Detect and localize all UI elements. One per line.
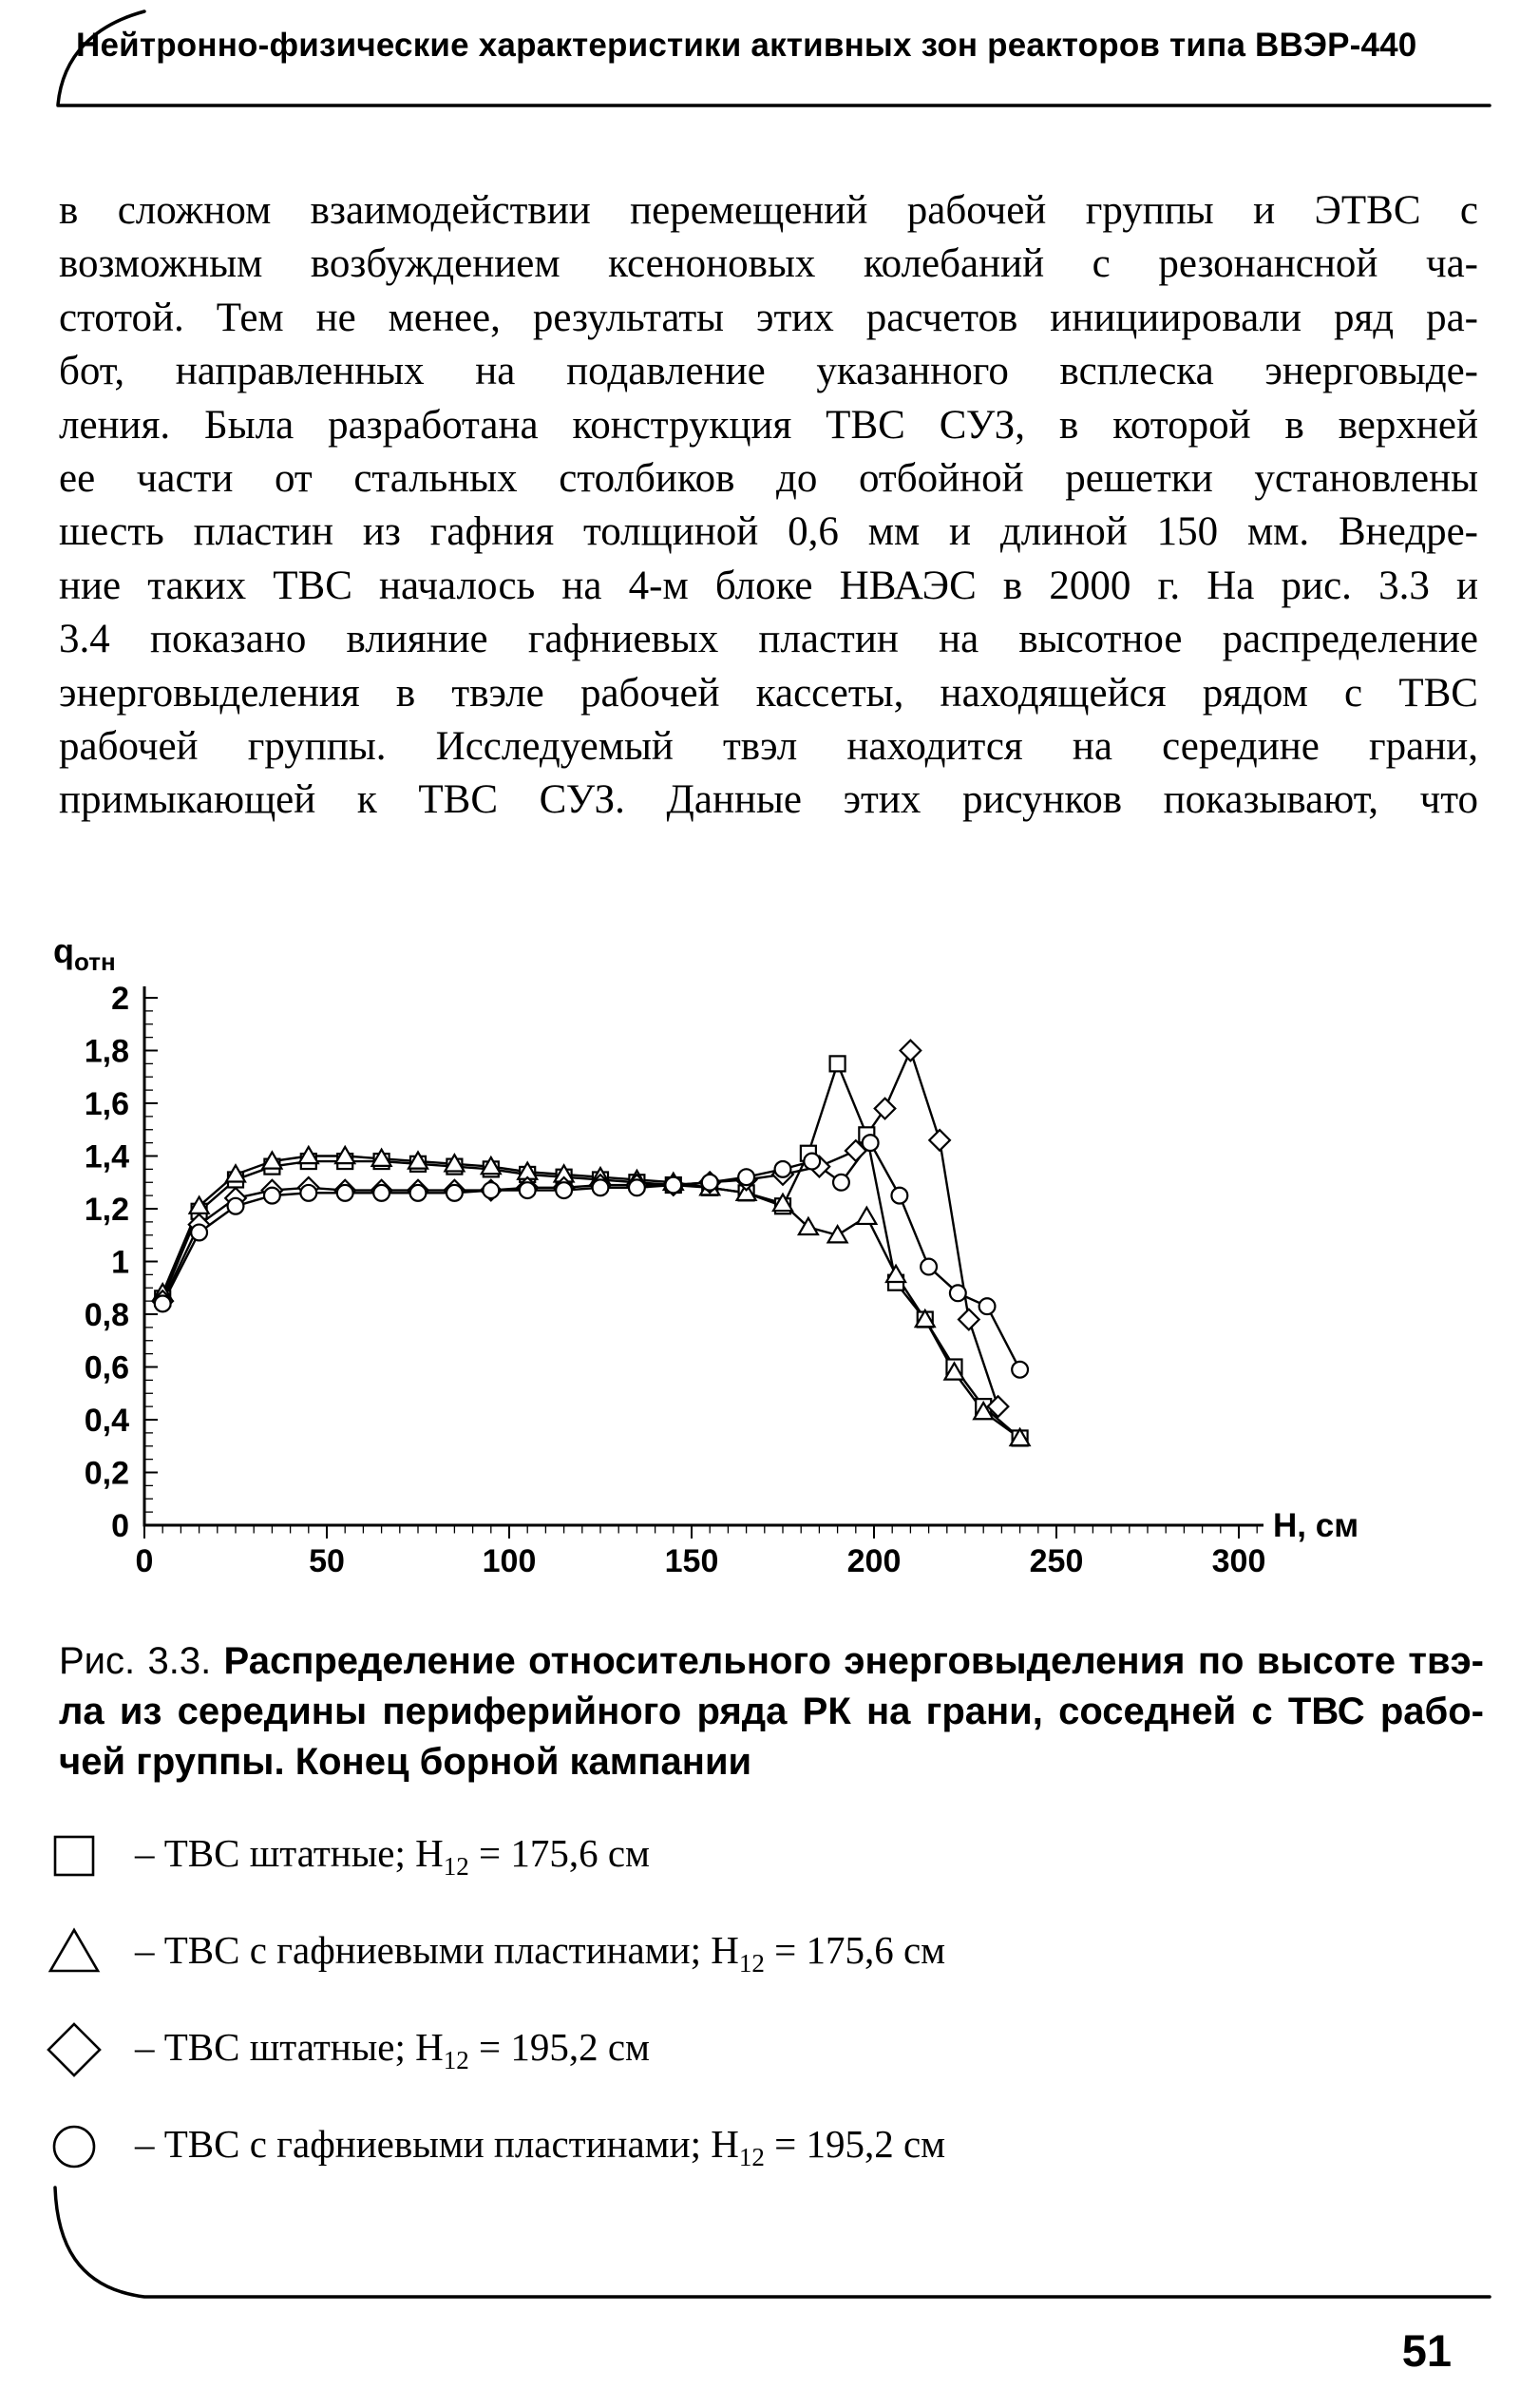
y-tick-label: 0,8: [84, 1297, 129, 1333]
body-paragraph: [59, 184, 1478, 828]
circle-marker: [191, 1225, 207, 1241]
y-tick-label: 1,6: [84, 1086, 129, 1122]
square-marker: [55, 1837, 93, 1875]
body-line: ее части от стальных столбиков до отбойной решетки установлены: [59, 456, 1478, 502]
x-tick-label: 300: [1211, 1543, 1266, 1579]
circle-marker: [665, 1177, 681, 1194]
figure-3-3-chart: [0, 893, 1520, 1644]
x-tick-label: 200: [846, 1543, 902, 1579]
legend-label: – ТВС штатные; $Н_{12} = 195,2$ см: [135, 2024, 650, 2075]
circle-marker: [804, 1154, 820, 1170]
triangle-marker-icon: [46, 1924, 106, 1981]
y-tick-label: 1,2: [84, 1192, 129, 1228]
x-tick-label: 100: [482, 1543, 537, 1579]
x-tick-label: 0: [135, 1543, 154, 1579]
diamond-marker: [959, 1309, 979, 1330]
legend-label: – ТВС с гафниевыми пластинами; $Н_{12} = 175,6$ см: [135, 1927, 946, 1978]
x-tick-label: 150: [664, 1543, 719, 1579]
body-line: возможным возбуждением ксеноновых колебаний с резонансной ча-: [59, 241, 1478, 287]
legend-item-triangle: [46, 1904, 1490, 2001]
circle-marker: [863, 1135, 879, 1151]
circle-marker: [300, 1185, 316, 1201]
body-line: в сложном взаимодействии перемещений рабочей группы и ЭТВС с: [59, 188, 1478, 233]
circle-marker: [373, 1185, 390, 1201]
y-tick-label: 1,8: [84, 1033, 129, 1070]
series-line-square: [162, 1063, 1019, 1438]
triangle-marker: [857, 1208, 876, 1224]
diamond-marker: [875, 1099, 896, 1119]
page-number: 51: [1401, 2325, 1452, 2376]
diamond-marker: [901, 1041, 922, 1061]
x-tick-label: 50: [309, 1543, 345, 1579]
diamond-marker-icon: [46, 2021, 106, 2078]
figure-label: Рис. 3.3.: [59, 1640, 224, 1682]
circle-marker: [1012, 1362, 1028, 1378]
y-tick-label: 0: [111, 1508, 129, 1544]
page-header-title: Нейтронно-физические характеристики активных зон реакторов типа ВВЭР-440: [76, 27, 1417, 64]
body-line: шесть пластин из гафния толщиной 0,6 мм и длиной 150 мм. Внедре-: [59, 509, 1478, 555]
figure-caption: [59, 1636, 1484, 1787]
y-tick-label: 0,4: [84, 1403, 129, 1439]
body-line: ления. Была разработана конструкция ТВС СУЗ, в которой в верхней: [59, 402, 1478, 448]
circle-marker: [593, 1179, 609, 1195]
footer-swoosh-decoration: [0, 2129, 1520, 2338]
diamond-marker: [48, 2024, 100, 2075]
y-tick-label: 1,4: [84, 1138, 129, 1175]
triangle-marker: [50, 1930, 98, 1971]
body-line: бот, направленных на подавление указанного всплеска энерговыде-: [59, 349, 1478, 394]
y-axis-label: $q_{отн}$: [53, 931, 116, 977]
x-tick-label: 250: [1029, 1543, 1084, 1579]
caption-line: чей группы. Конец борной кампании: [59, 1741, 752, 1783]
circle-marker: [702, 1175, 718, 1191]
x-axis-label: Н, см: [1273, 1507, 1359, 1544]
circle-marker: [264, 1188, 280, 1204]
body-line: рабочей группы. Исследуемый твэл находится на середине грани,: [59, 724, 1478, 770]
caption-text: Распределение относительного энерговыделения по высоте твэ-: [223, 1640, 1484, 1682]
y-tick-label: 1: [111, 1244, 129, 1281]
circle-marker: [446, 1185, 463, 1201]
circle-marker: [155, 1296, 171, 1312]
circle-marker: [891, 1188, 907, 1204]
circle-marker: [833, 1175, 849, 1191]
y-tick-label: 2: [111, 981, 129, 1017]
circle-marker: [228, 1198, 244, 1214]
legend-label: – ТВС штатные; $Н_{12} = 175,6$ см: [135, 1830, 650, 1882]
body-line: ние таких ТВС началось на 4-м блоке НВАЭС в 2000 г. На рис. 3.3 и: [59, 563, 1478, 608]
triangle-marker: [886, 1266, 905, 1282]
legend-item-square: [46, 1807, 1490, 1904]
circle-marker: [410, 1185, 427, 1201]
caption-line: [59, 1636, 1484, 1687]
body-line: 3.4 показано влияние гафниевых пластин на высотное распределение: [59, 617, 1478, 662]
diamond-marker: [929, 1130, 950, 1151]
y-tick-label: 0,2: [84, 1455, 129, 1492]
circle-marker: [483, 1182, 499, 1198]
header-swoosh-decoration: [0, 0, 1520, 133]
body-line: энерговыделения в твэле рабочей кассеты, находящейся рядом с ТВС: [59, 670, 1478, 716]
body-line: стотой. Тем не менее, результаты этих расчетов инициировали ряд ра-: [59, 295, 1478, 340]
circle-marker: [337, 1185, 353, 1201]
body-line: примыкающей к ТВС СУЗ. Данные этих рисунков показывают, что: [59, 777, 1478, 823]
y-tick-label: 0,6: [84, 1349, 129, 1386]
circle-marker: [738, 1169, 754, 1185]
circle-marker: [520, 1182, 536, 1198]
circle-marker: [775, 1161, 791, 1177]
legend-label: – ТВС с гафниевыми пластинами; $Н_{12} = 195,2$ см: [135, 2121, 946, 2172]
legend-item-diamond: [46, 2001, 1490, 2098]
caption-line: ла из середины периферийного ряда РК на грани, соседней с ТВС рабо-: [59, 1691, 1484, 1732]
circle-marker: [629, 1179, 645, 1195]
circle-marker: [556, 1182, 572, 1198]
circle-marker: [950, 1285, 966, 1301]
circle-marker: [979, 1298, 996, 1314]
square-marker: [830, 1056, 846, 1071]
square-marker-icon: [46, 1827, 106, 1884]
circle-marker: [921, 1259, 937, 1275]
